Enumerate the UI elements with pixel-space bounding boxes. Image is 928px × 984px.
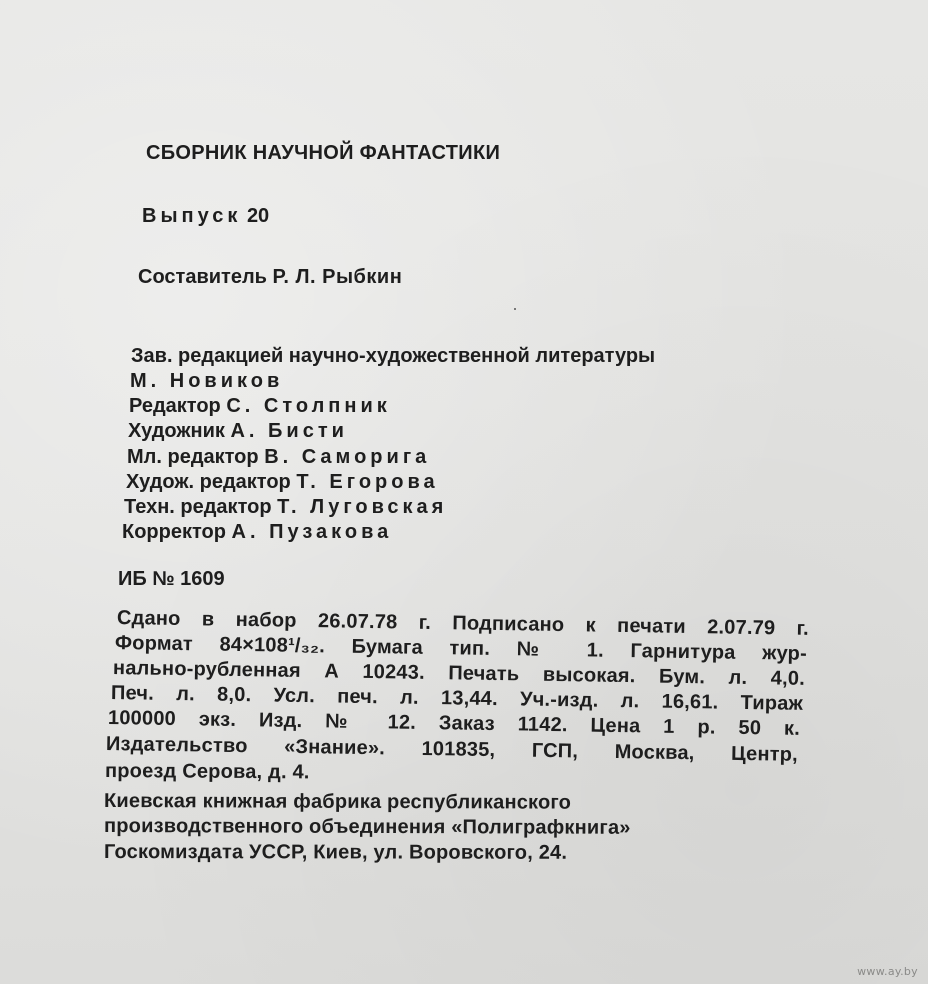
imprint-line	[104, 790, 571, 815]
compiler-label: Составитель	[138, 266, 267, 288]
speck-mark	[514, 308, 516, 310]
staff-name: В. Саморига	[264, 446, 431, 468]
imprint-text: нально-рубленная А 10243. Печать высокая. Бум. л. 4,0.	[112, 657, 806, 690]
staff-name: М. Новиков	[130, 370, 284, 392]
staff-role: Худож. редактор	[126, 471, 291, 493]
staff-line	[126, 471, 439, 494]
staff-line	[122, 521, 392, 544]
staff-role: Техн. редактор	[124, 496, 272, 518]
imprint-text: Сдано в набор 26.07.78 г. Подписано к печати 2.07.79 г.	[116, 607, 810, 640]
imprint-text: Госкомиздата УССР, Киев, ул. Воровского, 24.	[103, 841, 568, 864]
imprint-text: Формат 84×108¹/₃₂. Бумага тип. № 1. Гарнитура жур-	[114, 632, 808, 665]
compiler-name: Р. Л. Рыбкин	[272, 266, 403, 288]
imprint-line	[104, 841, 567, 865]
issue-number: 20	[246, 205, 270, 227]
imprint-text: производственного объединения «Полиграфкнига»	[103, 815, 631, 839]
staff-line	[129, 395, 391, 418]
imprint-text: Издательство «Знание». 101835, ГСП, Москва, Центр,	[105, 733, 799, 766]
imprint-text: Печ. л. 8,0. Усл. печ. л. 13,44. Уч.-изд. л. 16,61. Тираж	[110, 682, 804, 715]
staff-role: Редактор	[129, 395, 221, 417]
staff-name: Т. Егорова	[296, 471, 439, 493]
ib-number: ИБ № 1609	[118, 568, 225, 590]
staff-line	[128, 420, 348, 443]
staff-name: А. Пузакова	[231, 521, 393, 543]
staff-role: Корректор	[122, 521, 226, 543]
book-series-title: СБОРНИК НАУЧНОЙ ФАНТАСТИКИ	[146, 142, 501, 164]
issue-line	[142, 205, 269, 228]
staff-line	[131, 345, 655, 368]
staff-line	[124, 496, 447, 519]
staff-line	[127, 446, 430, 469]
staff-name: А. Бисти	[230, 420, 348, 442]
imprint-text: 100000 экз. Изд. № 12. Заказ 1142. Цена 1 р. 50 к.	[107, 707, 801, 740]
imprint-line	[105, 760, 310, 784]
issue-label: Выпуск	[142, 205, 242, 227]
compiler-line	[138, 266, 402, 289]
staff-role: Художник	[128, 420, 225, 442]
staff-name: Т. Луговская	[277, 496, 448, 518]
staff-name: С. Столпник	[226, 395, 391, 417]
imprint-line	[104, 815, 631, 840]
staff-role: Зав. редакцией научно-художественной литературы	[131, 345, 656, 367]
staff-line	[130, 370, 283, 393]
imprint-text: проезд Серова, д. 4.	[104, 760, 310, 784]
staff-role: Мл. редактор	[127, 446, 259, 468]
site-watermark: www.ay.by	[857, 965, 918, 978]
imprint-text: Киевская книжная фабрика республиканского	[103, 790, 572, 814]
